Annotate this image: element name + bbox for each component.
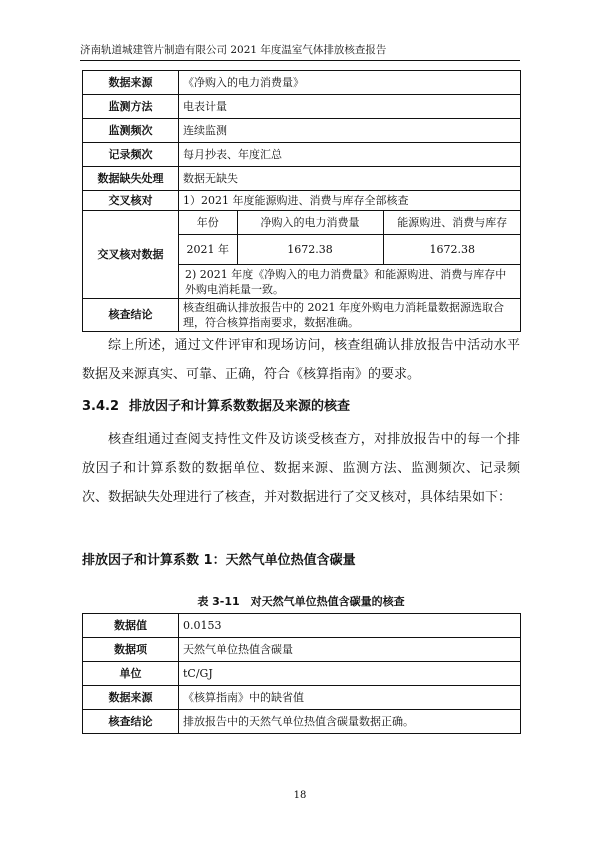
cross-check-table: [179, 211, 521, 298]
row-value: 排放报告中的天然气单位热值含碳量数据正确。: [179, 710, 521, 734]
carbon-content-table: [82, 613, 521, 734]
row-value: 每月抄表、年度汇总: [179, 143, 521, 167]
row-label: 数据来源: [83, 71, 179, 95]
cell-energy: 1672.38: [383, 234, 521, 264]
cross-check-header-row: [179, 211, 521, 234]
row-label: 核查结论: [83, 710, 179, 734]
section-title: 排放因子和计算系数数据及来源的核查: [129, 399, 351, 414]
row-value: 1）2021 年度能源购进、消费与库存全部核查: [179, 191, 521, 211]
cell-electricity: 1672.38: [237, 234, 383, 264]
row-label: 记录频次: [83, 143, 179, 167]
table-row: [83, 614, 521, 638]
section-number: 3.4.2: [82, 399, 120, 414]
row-value: 核查组确认排放报告中的 2021 年度外购电力消耗量数据源选取合理，符合核算指南要求，数据准确。: [179, 298, 521, 331]
cross-check-note: 2) 2021 年度《净购入的电力消费量》和能源购进、消费与库存中外购电消耗量一致。: [179, 264, 521, 298]
row-label: 交叉核对: [83, 191, 179, 211]
row-label: 数据缺失处理: [83, 167, 179, 191]
table-row: [83, 191, 521, 211]
table-row: [83, 71, 521, 95]
row-label: 监测频次: [83, 119, 179, 143]
table-row: [83, 686, 521, 710]
table-row: [83, 211, 521, 299]
cross-check-note-row: [179, 264, 521, 298]
table-row: [83, 662, 521, 686]
row-label: 数据值: [83, 614, 179, 638]
row-value: 《净购入的电力消费量》: [179, 71, 521, 95]
section-heading: [82, 395, 350, 414]
row-label: 数据项: [83, 638, 179, 662]
summary-paragraph: 综上所述，通过文件评审和现场访问，核查组确认排放报告中活动水平数据及来源真实、可靠、正确，符合《核算指南》的要求。: [82, 338, 520, 382]
table-row: [83, 95, 521, 119]
table-row: [83, 167, 521, 191]
table-row: [83, 638, 521, 662]
header-electricity: 净购入的电力消费量: [237, 211, 383, 234]
row-value: 连续监测: [179, 119, 521, 143]
row-label: 数据来源: [83, 686, 179, 710]
table-row: [83, 710, 521, 734]
row-value: 电表计量: [179, 95, 521, 119]
cross-check-cell: [179, 211, 521, 299]
cross-check-data-row: [179, 234, 521, 264]
header-year: 年份: [179, 211, 237, 234]
row-value: 《核算指南》中的缺省值: [179, 686, 521, 710]
page-number: 18: [293, 790, 307, 801]
electricity-check-table: [82, 70, 521, 332]
table-row: [83, 119, 521, 143]
row-label: 核查结论: [83, 298, 179, 331]
row-label: 单位: [83, 662, 179, 686]
row-value: 数据无缺失: [179, 167, 521, 191]
table-row: [83, 298, 521, 331]
header-energy: 能源购进、消费与库存: [383, 211, 521, 234]
page-header: 济南轨道城建管片制造有限公司 2021 年度温室气体排放核查报告: [80, 42, 520, 61]
subheading: 排放因子和计算系数 1：天然气单位热值含碳量: [82, 553, 356, 568]
row-value: 天然气单位热值含碳量: [179, 638, 521, 662]
row-label: 监测方法: [83, 95, 179, 119]
row-value: 0.0153: [179, 614, 521, 638]
section-paragraph: 核查组通过查阅支持性文件及访谈受核查方，对排放报告中的每一个排放因子和计算系数的数据单位、数据来源、监测方法、监测频次、记录频次、数据缺失处理进行了核查，并对数据进行了交叉核对，具体结果如下：: [82, 432, 520, 505]
row-value: tC/GJ: [179, 662, 521, 686]
table-caption: 表 3-11 对天然气单位热值含碳量的核查: [197, 595, 405, 608]
cell-year: 2021 年: [179, 234, 237, 264]
table-row: [83, 143, 521, 167]
row-label: 交叉核对数据: [83, 211, 179, 299]
